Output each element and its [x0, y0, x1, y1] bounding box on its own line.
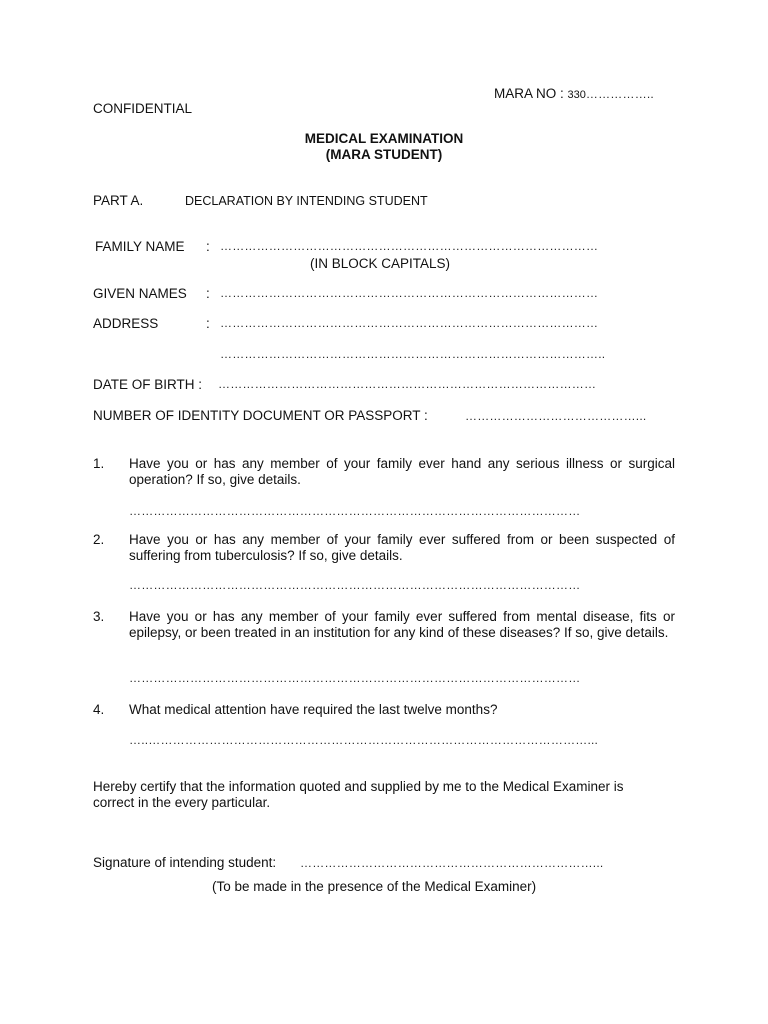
question-1-number: 1. [93, 456, 105, 471]
question-4-text: What medical attention have required the last twelve months? [129, 702, 498, 717]
family-name-label: FAMILY NAME [95, 239, 185, 254]
date-of-birth-field[interactable]: ………………………………………………………………………………… [218, 377, 597, 391]
question-4-answer-field[interactable]: …..………………………………………………………………………………………………... [129, 733, 599, 747]
question-3-number: 3. [93, 609, 105, 624]
address-field-line-2[interactable]: ………………………………………………………………………………….. [220, 347, 606, 361]
mara-number-value: 330 [567, 89, 586, 101]
question-2-text: Have you or has any member of your family ever suffered from or been suspected of suffering from tuberculosis? If so, give details. [129, 532, 675, 563]
given-names-colon: : [206, 286, 210, 301]
signature-note: (To be made in the presence of the Medical Examiner) [212, 879, 537, 894]
identity-document-field[interactable]: ……………………………………... [465, 409, 647, 423]
block-capitals-note: (IN BLOCK CAPITALS) [310, 256, 451, 271]
question-1-text: Have you or has any member of your family ever hand any serious illness or surgical operation? If so, give details. [129, 456, 675, 487]
signature-label: Signature of intending student: [93, 855, 277, 870]
question-2-number: 2. [93, 532, 105, 547]
date-of-birth-label: DATE OF BIRTH : [93, 377, 203, 392]
family-name-field[interactable]: ………………………………………………………………………………… [220, 239, 599, 253]
part-a-label: PART A. [93, 193, 144, 208]
mara-number-field[interactable]: …………….. [585, 87, 654, 101]
part-a-heading: DECLARATION BY INTENDING STUDENT [185, 194, 428, 208]
given-names-field[interactable]: ………………………………………………………………………………… [220, 286, 599, 300]
given-names-label: GIVEN NAMES [93, 286, 187, 301]
address-label: ADDRESS [93, 316, 159, 331]
address-colon: : [206, 316, 210, 331]
mara-number [494, 86, 654, 103]
identity-document-label: NUMBER OF IDENTITY DOCUMENT OR PASSPORT : [93, 408, 428, 423]
question-2-answer-field[interactable]: ………………………………………………………………………………………………… [129, 578, 581, 592]
address-field-line-1[interactable]: ………………………………………………………………………………… [220, 316, 599, 330]
confidential-label: CONFIDENTIAL [93, 101, 193, 116]
form-subtitle: (MARA STUDENT) [325, 147, 443, 162]
mara-number-label: MARA NO : [494, 86, 564, 101]
question-1-answer-field[interactable]: ………………………………………………………………………………………………… [129, 504, 581, 518]
question-3-answer-field[interactable]: ………………………………………………………………………………………………… [129, 671, 581, 685]
form-title: MEDICAL EXAMINATION [304, 131, 464, 146]
family-name-colon: : [206, 239, 210, 254]
signature-field[interactable]: ………………………………………………………………... [300, 856, 604, 870]
question-3-text: Have you or has any member of your family ever suffered from mental disease, fits or epilepsy, or been treated in an institution for any kind of these diseases? If so, give details. [129, 609, 675, 640]
certification-text: Hereby certify that the information quoted and supplied by me to the Medical Examiner is correct in the every particular. [93, 779, 624, 810]
question-4-number: 4. [93, 702, 105, 717]
